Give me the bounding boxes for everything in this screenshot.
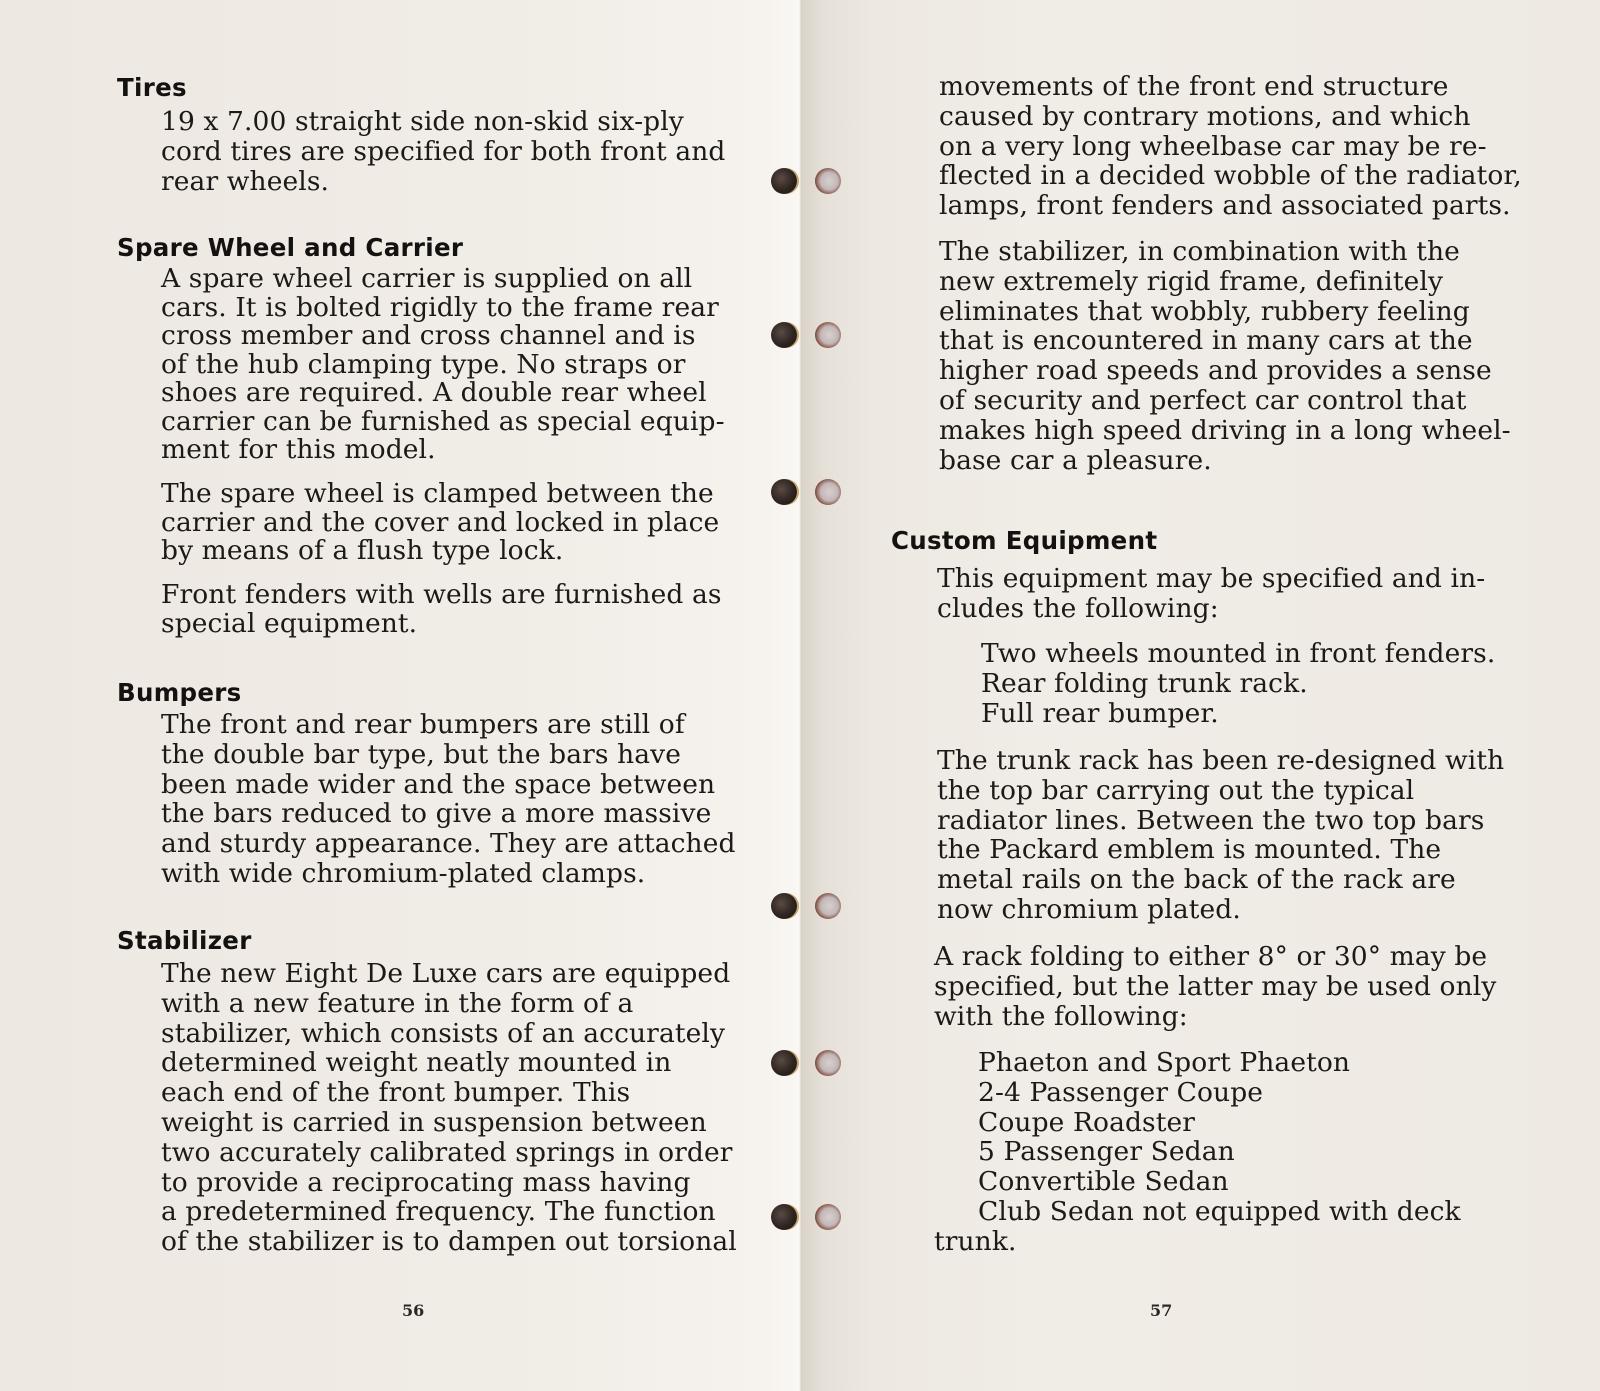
text-line: cord tires are specified for both front and: [161, 135, 726, 167]
text-line: The front and rear bumpers are still of: [161, 709, 685, 740]
binding-hole-icon: [815, 1204, 841, 1230]
binding-hole-icon: [771, 1204, 797, 1230]
section-heading-spare-wheel: Spare Wheel and Carrier: [117, 233, 464, 262]
text-line: a predetermined frequency. The function: [161, 1196, 716, 1228]
text-line: carrier and the cover and locked in place: [161, 506, 720, 538]
binding-hole-icon: [815, 893, 841, 919]
text-line: makes high speed driving in a long wheel-: [939, 414, 1511, 446]
text-line: of the hub clamping type. No straps or: [161, 348, 686, 380]
text-line: weight is carried in suspension between: [161, 1106, 707, 1138]
text-line: cross member and cross channel and is: [161, 320, 696, 351]
section-heading-custom-equipment: Custom Equipment: [891, 526, 1158, 555]
text-line: A rack folding to either 8° or 30° may be: [934, 941, 1488, 972]
bumpers-paragraph: [161, 709, 736, 889]
binding-hole-icon: [815, 479, 841, 505]
text-line: A spare wheel carrier is supplied on all: [161, 263, 693, 294]
tires-paragraph: [161, 106, 726, 197]
text-line: Front fenders with wells are furnished as: [161, 579, 722, 610]
text-line: carrier can be furnished as special equip-: [161, 405, 725, 437]
spare-wheel-paragraph-2: [161, 478, 720, 566]
text-line: now chromium plated.: [937, 893, 1241, 925]
text-line: specified, but the latter may be used only: [934, 970, 1497, 1002]
stabilizer-continued-paragraph: [939, 71, 1522, 222]
text-line: stabilizer, which consists of an accurately: [161, 1017, 726, 1049]
text-line: caused by contrary motions, and which: [939, 100, 1471, 132]
text-line: the top bar carrying out the typical: [937, 774, 1415, 806]
list-item: Convertible Sedan: [978, 1166, 1229, 1198]
text-line: cars. It is bolted rigidly to the frame rear: [161, 291, 719, 323]
text-line: with a new feature in the form of a: [161, 987, 634, 1019]
text-line: The stabilizer, in combination with the: [939, 236, 1460, 267]
text-line: This equipment may be specified and in-: [937, 563, 1486, 594]
text-line: determined weight neatly mounted in: [161, 1047, 672, 1079]
text-line: of the stabilizer is to dampen out torsional: [161, 1226, 737, 1258]
text-line: eliminates that wobbly, rubbery feeling: [939, 295, 1470, 327]
binding-hole-icon: [815, 168, 841, 194]
text-line: lamps, front fenders and associated parts.: [939, 190, 1511, 222]
text-line: shoes are required. A double rear wheel: [161, 377, 707, 408]
text-line: that is encountered in many cars at the: [939, 325, 1473, 357]
list-item: Coupe Roadster: [978, 1106, 1196, 1138]
spare-wheel-paragraph-3: [161, 579, 722, 639]
list-item: 2-4 Passenger Coupe: [978, 1076, 1264, 1108]
text-line: flected in a decided wobble of the radiator,: [939, 160, 1522, 192]
text-line: and sturdy appearance. They are attached: [161, 828, 736, 860]
text-line: trunk.: [934, 1226, 1017, 1257]
page-number-right: 57: [1150, 1301, 1173, 1320]
text-line: the double bar type, but the bars have: [161, 738, 682, 770]
text-line: higher road speeds and provides a sense: [939, 355, 1492, 387]
text-line: to provide a reciprocating mass having: [161, 1166, 691, 1198]
text-line: two accurately calibrated springs in order: [161, 1136, 733, 1168]
book-gutter: [799, 0, 802, 1391]
right-page: [800, 0, 1600, 1391]
list-item: 5 Passenger Sedan: [978, 1136, 1235, 1168]
rack-folding-paragraph: [934, 941, 1497, 1032]
list-item: Club Sedan not equipped with deck: [978, 1195, 1461, 1227]
text-line: The new Eight De Luxe cars are equipped: [161, 958, 731, 989]
custom-equipment-intro: [937, 563, 1486, 624]
page-number-left: 56: [402, 1301, 425, 1320]
text-line: on a very long wheelbase car may be re-: [939, 130, 1487, 162]
text-line: ment for this model.: [161, 434, 436, 465]
stabilizer-paragraph: [161, 958, 737, 1258]
text-line: with the following:: [934, 1000, 1188, 1032]
stabilizer-combination-paragraph: [939, 236, 1511, 476]
list-item: Two wheels mounted in front fenders.: [981, 638, 1496, 669]
text-line: base car a pleasure.: [939, 444, 1212, 476]
text-line: movements of the front end structure: [939, 71, 1449, 102]
text-line: The spare wheel is clamped between the: [161, 478, 714, 509]
binding-hole-icon: [771, 168, 797, 194]
text-line: by means of a flush type lock.: [161, 535, 564, 566]
text-line: with wide chromium-plated clamps.: [161, 857, 646, 889]
binding-hole-icon: [771, 1050, 797, 1076]
section-heading-stabilizer: Stabilizer: [117, 926, 252, 955]
binding-hole-icon: [771, 479, 797, 505]
text-line: each end of the front bumper. This: [161, 1077, 631, 1109]
text-line: cludes the following:: [937, 592, 1219, 624]
trunk-rack-paragraph: [937, 745, 1505, 925]
text-line: been made wider and the space between: [161, 768, 716, 800]
spare-wheel-paragraph-1: [161, 263, 725, 465]
text-line: 19 x 7.00 straight side non-skid six-ply: [161, 106, 684, 137]
binding-hole-icon: [771, 322, 797, 348]
binding-hole-icon: [815, 322, 841, 348]
binding-hole-icon: [771, 893, 797, 919]
text-line: The trunk rack has been re-designed with: [937, 745, 1505, 776]
list-item: Full rear bumper.: [981, 697, 1219, 729]
model-list-tail: [934, 1227, 1017, 1257]
text-line: rear wheels.: [161, 165, 330, 197]
model-list: [978, 1048, 1482, 1227]
list-item: Phaeton and Sport Phaeton: [978, 1047, 1351, 1078]
text-line: metal rails on the back of the rack are: [937, 864, 1456, 896]
text-line: radiator lines. Between the two top bars: [937, 804, 1485, 836]
text-line: of security and perfect car control that: [939, 384, 1467, 416]
section-heading-tires: Tires: [117, 73, 187, 102]
text-line: the bars reduced to give a more massive: [161, 798, 712, 830]
list-item: Rear folding trunk rack.: [981, 667, 1308, 699]
section-heading-bumpers: Bumpers: [117, 678, 242, 707]
binding-hole-icon: [815, 1050, 841, 1076]
custom-equipment-list: [981, 638, 1496, 729]
text-line: special equipment.: [161, 607, 418, 639]
text-line: the Packard emblem is mounted. The: [937, 834, 1442, 866]
text-line: new extremely rigid frame, definitely: [939, 265, 1444, 297]
